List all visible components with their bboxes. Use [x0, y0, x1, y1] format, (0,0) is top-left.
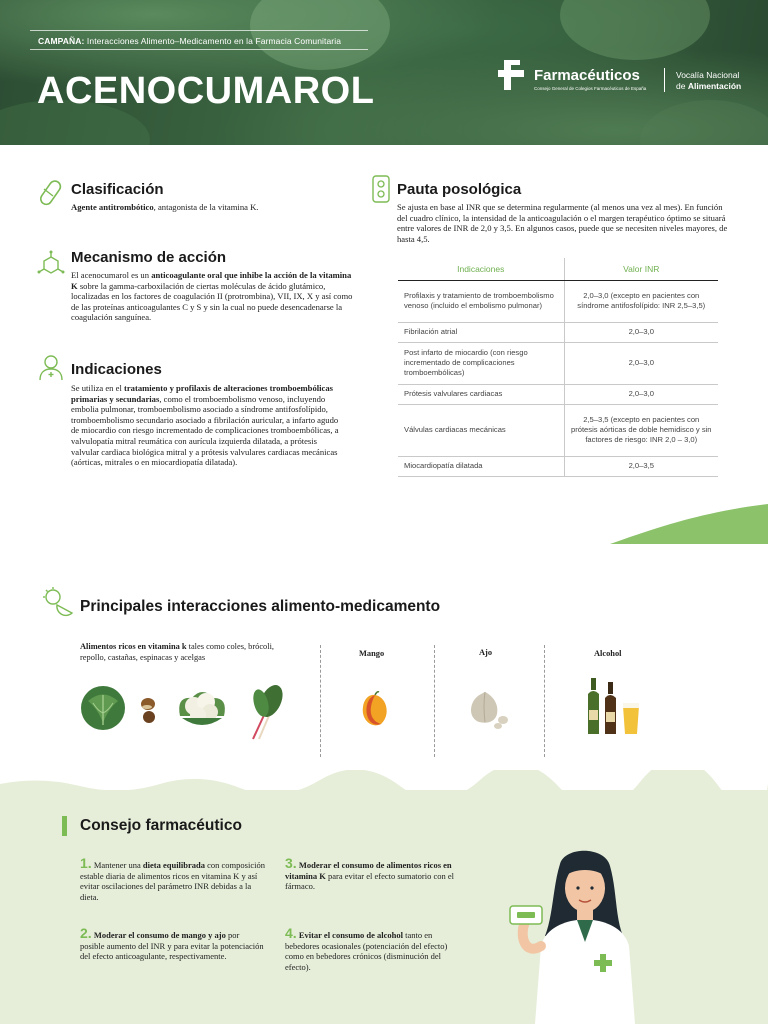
- molecule-icon: [36, 250, 66, 280]
- advice-item-4: 4. Evitar el consumo de alcohol tanto en bebedores ocasionales (potenciación del efecto) como en bebedores crónicos (disminución del efecto).: [285, 925, 448, 972]
- indicaciones-text: Se utiliza en el tratamiento y profilaxis de alteraciones tromboembólicas primarias y secundarias, como el tromboembolismo venoso, incluyendo embolia pulmonar, tromboembolismo asociado a síndrome antifosfolípido, tromboembolismo secundario asociado a fibrilación auricular, a infarto agudo de miocardio con riesgo incrementado de complicaciones tromboembólicas, a valvulopatía mitral reumática con aurícula izquierda dilatada, a prótesis valvular cardiaca biológica mitral y a prótesis valvulares cardiacas mecánicas (aórticas, mitrales o en miocardiopatía dilatada).: [71, 383, 339, 468]
- pharmacy-cross-icon: [494, 56, 530, 92]
- mango-label: Mango: [359, 649, 385, 658]
- inr-table: [398, 258, 718, 477]
- table-row: [398, 456, 718, 476]
- table-cell: 2,0–3,0: [564, 322, 718, 342]
- table-row: [398, 384, 718, 404]
- dashed-divider: [434, 645, 435, 757]
- table-cell: 2,0–3,5: [564, 456, 718, 476]
- clasificacion-text: Agente antitrombótico, antagonista de la vitamina K.: [71, 202, 259, 212]
- table-header-indicaciones: Indicaciones: [398, 258, 564, 280]
- section-title-clasificacion: Clasificación: [71, 181, 164, 198]
- table-cell: Miocardiopatía dilatada: [398, 456, 564, 476]
- pharmacist-illustration: [505, 846, 655, 1024]
- section-title-pauta: Pauta posológica: [397, 181, 522, 198]
- wave-divider: [0, 770, 768, 800]
- section-title-indicaciones: Indicaciones: [71, 361, 162, 378]
- header-decor: [640, 100, 768, 145]
- dosage-icon: [366, 174, 396, 204]
- dashed-divider: [544, 645, 545, 757]
- section-title-consejo: Consejo farmacéutico: [80, 817, 242, 834]
- table-row: [398, 322, 718, 342]
- table-cell: Prótesis valvulares cardiacas: [398, 384, 564, 404]
- food-interaction-icon: [40, 585, 74, 619]
- vitamin-k-label: Alimentos ricos en vitamina k tales como coles, brócoli, repollo, castañas, espinacas y acelgas: [80, 642, 274, 662]
- table-row: [398, 342, 718, 384]
- alcohol-image: [584, 676, 644, 736]
- decorative-hill: [610, 500, 768, 544]
- table-cell: Profilaxis y tratamiento de tromboembolismo venoso (incluido el embolismo pulmonar): [398, 280, 564, 322]
- table-cell: 2,0–3,0: [564, 384, 718, 404]
- chard-image: [247, 683, 287, 741]
- dashed-divider: [320, 645, 321, 757]
- cabbage-image: [78, 683, 128, 733]
- chestnut-image: [138, 696, 158, 724]
- garlic-image: [467, 688, 513, 730]
- campaign-label: CAMPAÑA: Interacciones Alimento–Medicamento en la Farmacia Comunitaria: [30, 30, 368, 50]
- mango-image: [359, 691, 391, 727]
- advice-item-1: 1. Mantener una dieta equilibrada con composición estable diaria de alimentos ricos en vitamina K y así evitar oscilaciones del parámetro INR debidas a la dieta.: [80, 855, 265, 902]
- ajo-label: Ajo: [479, 648, 493, 657]
- table-cell: 2,0–3,0: [564, 342, 718, 384]
- table-cell: Post infarto de miocardio (con riesgo incrementado de complicaciones tromboembólicas): [398, 342, 564, 384]
- table-row: [398, 404, 718, 456]
- table-cell: 2,0–3,0 (excepto en pacientes con síndrome antifosfolípido: INR 2,5–3,5): [564, 280, 718, 322]
- vocalia-line1: Vocalía Nacional: [676, 70, 740, 80]
- alcohol-label: Alcohol: [594, 649, 622, 658]
- table-cell: 2,5–3,5 (excepto en pacientes con prótesis aórticas de doble hemidisco y sin factores de riesgo: INR 2,0 – 3,0): [564, 404, 718, 456]
- advice-item-2: 2. Moderar el consumo de mango y ajo por posible aumento del INR y para evitar la potenciación del efecto anticoagulante, respectivamente.: [80, 925, 264, 962]
- person-icon: [36, 352, 66, 382]
- table-row: [398, 280, 718, 322]
- logo-subtitle: Consejo General de Colegios Farmacéuticos de España: [534, 86, 647, 91]
- vocalia-line2: de Alimentación: [676, 81, 742, 91]
- table-cell: Válvulas cardiacas mecánicas: [398, 404, 564, 456]
- cauliflower-image: [176, 686, 228, 732]
- advice-item-3: 3. Moderar el consumo de alimentos ricos en vitamina K para evitar el efecto sumatorio con el fármaco.: [285, 855, 455, 892]
- header-banner: [0, 0, 768, 145]
- section-title-interacciones: Principales interacciones alimento-medicamento: [80, 598, 441, 615]
- pill-icon: [36, 178, 66, 208]
- mecanismo-text: El acenocumarol es un anticoagulante oral que inhibe la acción de la vitamina K sobre la gamma-carboxilación de ciertas moléculas de ácido glutámico, localizadas en los factores de coagulación II (protrombina), VII, IX, X y así como de las proteínas anticoagulantes C y S y sin la cual no puede desencadenarse la coagulación sanguínea.: [71, 270, 353, 323]
- logo-name: Farmacéuticos: [534, 67, 640, 84]
- page-title: ACENOCUMAROL: [37, 70, 375, 112]
- consejo-accent-bar: [62, 816, 67, 836]
- logo-divider: [664, 68, 665, 92]
- table-header-row: [398, 258, 718, 280]
- pauta-text: Se ajusta en base al INR que se determina regularmente (al menos una vez al mes). En función del cuadro clínico, la intensidad de la anticoagulación o el margen terapéutico óptimo se situará entre valores de INR de 2,0 y 3,5. En algunos casos, puede que se necesiten niveles mayores, de hasta 4,5.: [397, 202, 728, 244]
- section-title-mecanismo: Mecanismo de acción: [71, 249, 227, 266]
- header-decor: [560, 0, 710, 60]
- table-header-inr: Valor INR: [564, 258, 718, 280]
- table-cell: Fibrilación atrial: [398, 322, 564, 342]
